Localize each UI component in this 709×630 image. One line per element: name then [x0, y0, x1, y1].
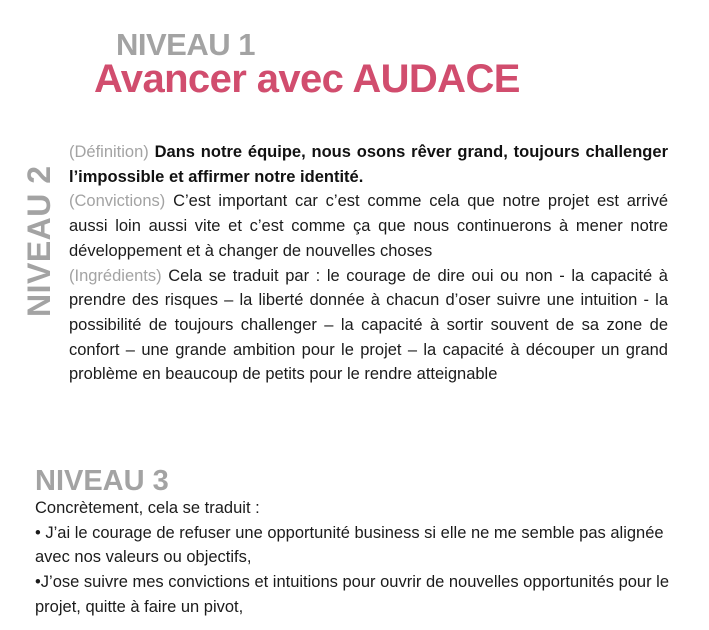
- niveau-2-section: [69, 140, 668, 387]
- niveau-2-vertical-label: NIVEAU 2: [21, 165, 57, 317]
- definition-tag: (Définition): [69, 143, 149, 161]
- list-item: •J’ose suivre mes convictions et intuitions pour ouvrir de nouvelles opportunités pour le projet, quitte à faire un pivot,: [35, 573, 670, 616]
- convictions-paragraph: [69, 189, 668, 263]
- niveau-3-label: NIVEAU 3: [35, 465, 169, 497]
- ingredients-tag: (Ingrédients): [69, 266, 162, 285]
- niveau-3-section: [35, 496, 675, 620]
- definition-paragraph: [69, 140, 668, 189]
- ingredients-paragraph: [69, 264, 668, 388]
- definition-text: Dans notre équipe, nous osons rêver grand, toujours challenger l’impossible et affirmer notre identité.: [69, 143, 668, 186]
- convictions-tag: (Convictions): [69, 192, 166, 211]
- ingredients-text: Cela se traduit par : le courage de dire oui ou non - la capacité à prendre des risques – la liberté donnée à chacun d’oser suivre une intuition - la possibilité de toujours challenger – la capacité à sortir souvent de sa zone de confort – une grande ambition pour le projet – la capacité à découper un grand problème en beaucoup de petits pour le rendre atteignable: [69, 266, 668, 384]
- list-item: • J’ai le courage de refuser une opportunité business si elle ne me semble pas alignée avec nos valeurs ou objectifs,: [35, 523, 664, 567]
- convictions-text: C’est important car c’est comme cela que notre projet est arrivé aussi loin aussi vite et c’est comme ça que nous continuerons à mener notre développement et à changer de nouvelles choses: [69, 192, 668, 260]
- niveau-1-label: NIVEAU 1: [116, 27, 255, 62]
- niveau-3-intro: Concrètement, cela se traduit :: [35, 499, 260, 517]
- page-title: Avancer avec AUDACE: [94, 57, 520, 101]
